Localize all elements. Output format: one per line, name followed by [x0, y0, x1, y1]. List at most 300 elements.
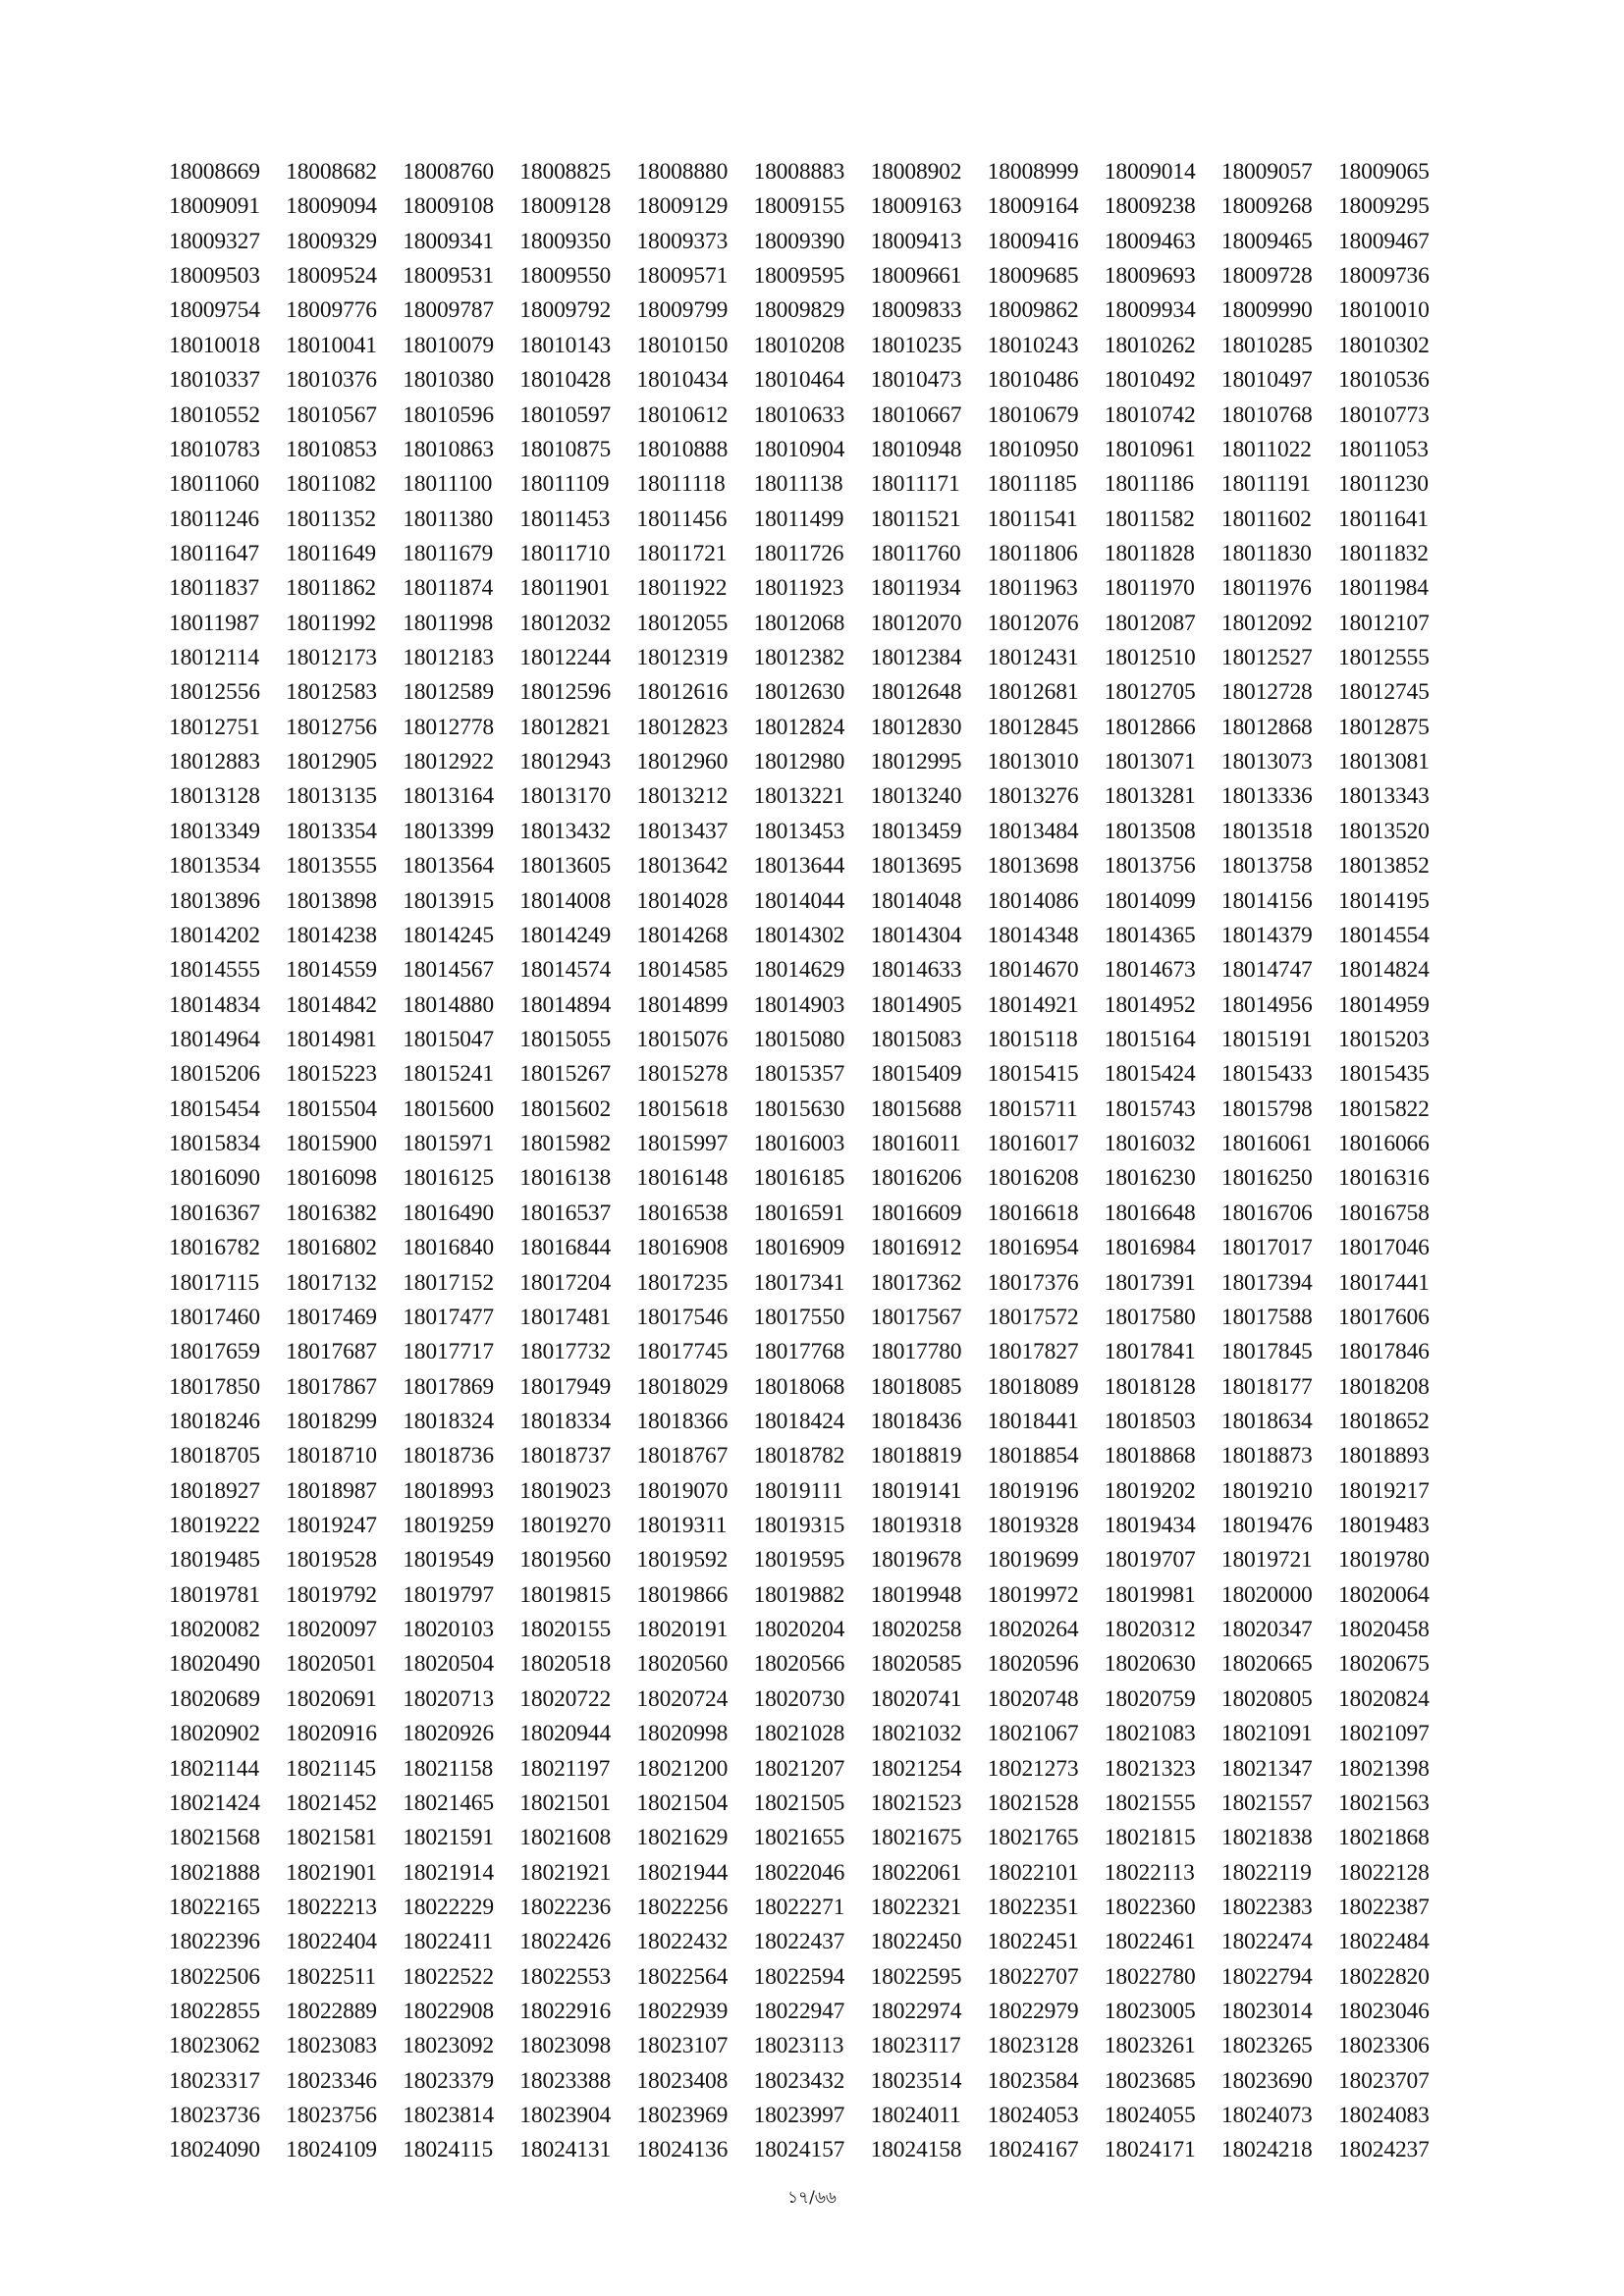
- roll-number-cell: 18016208: [987, 1165, 1079, 1192]
- roll-number-cell: 18013010: [987, 749, 1079, 775]
- roll-number-cell: 18009341: [403, 228, 494, 254]
- roll-number-cell: 18012555: [1337, 645, 1430, 671]
- roll-number-cell: 18021144: [169, 1755, 259, 1782]
- roll-number-cell: 18014981: [286, 1026, 377, 1052]
- roll-number-cell: 18014099: [1104, 887, 1196, 914]
- roll-number-cell: 18017768: [753, 1339, 845, 1365]
- roll-number-cell: 18014842: [286, 991, 377, 1018]
- roll-number-cell: 18019792: [286, 1581, 377, 1608]
- roll-number-cell: 18021028: [753, 1721, 845, 1747]
- roll-number-cell: 18018299: [286, 1408, 377, 1434]
- roll-number-cell: 18017362: [870, 1269, 962, 1296]
- roll-number-cell: 18022321: [870, 1894, 962, 1920]
- roll-number-cell: 18020665: [1220, 1651, 1313, 1678]
- roll-number-cell: 18017481: [519, 1304, 612, 1330]
- roll-number-cell: 18015982: [519, 1131, 612, 1157]
- roll-number-cell: 18010742: [1104, 401, 1196, 428]
- roll-number-cell: 18014629: [753, 957, 845, 984]
- roll-number-cell: 18013240: [870, 783, 962, 810]
- roll-number-cell: 18024158: [870, 2137, 962, 2163]
- roll-number-cell: 18009327: [169, 228, 260, 254]
- roll-number-cell: 18021888: [169, 1859, 260, 1886]
- roll-number-cell: 18013555: [286, 853, 377, 880]
- roll-number-cell: 18020675: [1337, 1651, 1430, 1678]
- roll-number-cell: 18021921: [519, 1859, 612, 1886]
- roll-number-cell: 18010853: [286, 436, 377, 462]
- roll-number-cell: 18011541: [987, 506, 1078, 532]
- roll-number-cell: 18022432: [636, 1929, 729, 1955]
- roll-number-cell: 18023107: [636, 2033, 729, 2059]
- roll-number-cell: 18022046: [753, 1859, 845, 1886]
- roll-number-cell: 18010235: [870, 332, 962, 358]
- roll-number-cell: 18023117: [870, 2033, 961, 2059]
- roll-number-cell: 18023014: [1220, 1999, 1313, 2025]
- roll-number-cell: 18017546: [636, 1304, 729, 1330]
- roll-number-cell: 18017845: [1220, 1339, 1313, 1365]
- roll-number-cell: 18011837: [169, 575, 259, 602]
- roll-number-cell: 18013349: [169, 818, 260, 844]
- roll-number-cell: 18021815: [1104, 1825, 1196, 1851]
- roll-number-cell: 18023046: [1337, 1999, 1430, 2025]
- roll-number-cell: 18019678: [870, 1547, 962, 1574]
- roll-number-cell: 18022889: [286, 1999, 377, 2025]
- roll-number-cell: 18022947: [753, 1999, 845, 2025]
- roll-number-cell: 18016032: [1104, 1131, 1196, 1157]
- roll-number-cell: 18009571: [636, 263, 729, 290]
- roll-number-cell: 18019070: [636, 1477, 729, 1504]
- roll-number-cell: 18011649: [286, 540, 377, 566]
- roll-number-cell: 18010486: [987, 367, 1079, 394]
- table-row: [169, 1891, 1455, 1925]
- roll-number-cell: 18017341: [753, 1269, 845, 1296]
- roll-number-cell: 18012173: [286, 645, 377, 671]
- roll-number-cell: 18009129: [636, 193, 729, 220]
- roll-number-cell: 18011874: [403, 575, 494, 602]
- roll-number-cell: 18015118: [987, 1026, 1078, 1052]
- roll-number-cell: 18010285: [1220, 332, 1313, 358]
- roll-number-cell: 18016185: [753, 1165, 845, 1192]
- roll-number-cell: 18024109: [286, 2137, 377, 2163]
- roll-number-cell: 18010337: [169, 367, 260, 394]
- roll-number-cell: 18011185: [987, 471, 1077, 498]
- roll-number-cell: 18017846: [1337, 1339, 1430, 1365]
- roll-number-cell: 18019699: [987, 1547, 1079, 1574]
- roll-number-cell: 18012995: [870, 749, 962, 775]
- roll-number-cell: 18023756: [286, 2103, 377, 2129]
- roll-number-cell: 18016537: [519, 1200, 612, 1226]
- roll-number-cell: 18021557: [1220, 1789, 1313, 1816]
- roll-number-cell: 18012616: [636, 679, 729, 706]
- roll-number-cell: 18009934: [1104, 297, 1196, 324]
- roll-number-cell: 18014824: [1337, 957, 1430, 984]
- roll-number-cell: 18013336: [1220, 783, 1313, 810]
- roll-number-cell: 18013128: [169, 783, 260, 810]
- roll-number-cell: 18018324: [403, 1408, 494, 1434]
- roll-number-cell: 18012055: [636, 610, 729, 636]
- roll-number-cell: 18020691: [286, 1685, 377, 1712]
- roll-number-cell: 18020064: [1337, 1581, 1430, 1608]
- roll-number-cell: 18009776: [286, 297, 377, 324]
- roll-number-cell: 18010783: [169, 436, 260, 462]
- table-row: [169, 1925, 1455, 1959]
- roll-number-cell: 18019483: [1337, 1513, 1430, 1539]
- roll-number-cell: 18022411: [403, 1929, 494, 1955]
- roll-number-cell: 18015357: [753, 1061, 845, 1088]
- table-row: [169, 1509, 1455, 1543]
- roll-number-cell: 18015424: [1104, 1061, 1196, 1088]
- roll-number-cell: 18020722: [519, 1685, 612, 1712]
- roll-number-cell: 18012556: [169, 679, 260, 706]
- roll-number-cell: 18010010: [1337, 297, 1430, 324]
- roll-number-cell: 18020689: [169, 1685, 260, 1712]
- roll-number-cell: 18017869: [403, 1373, 494, 1400]
- roll-number-cell: 18022437: [753, 1929, 845, 1955]
- roll-number-cell: 18021608: [519, 1825, 612, 1851]
- roll-number-cell: 18010041: [286, 332, 377, 358]
- roll-number-cell: 18021207: [753, 1755, 845, 1782]
- roll-number-cell: 18010888: [636, 436, 729, 462]
- roll-number-cell: 18017572: [987, 1304, 1079, 1330]
- roll-number-cell: 18021581: [286, 1825, 377, 1851]
- roll-number-cell: 18022271: [753, 1894, 845, 1920]
- roll-number-cell: 18011118: [636, 471, 726, 498]
- roll-number-cell: 18011976: [1220, 575, 1312, 602]
- roll-number-cell: 18010376: [286, 367, 377, 394]
- roll-number-cell: 18021504: [636, 1789, 729, 1816]
- roll-number-cell: 18019560: [519, 1547, 612, 1574]
- roll-number-cell: 18013642: [636, 853, 729, 880]
- roll-number-cell: 18017659: [169, 1339, 260, 1365]
- roll-number-cell: 18016782: [169, 1235, 260, 1261]
- roll-number-cell: 18020312: [1104, 1617, 1196, 1643]
- roll-number-cell: 18014302: [753, 922, 845, 948]
- roll-number-cell: 18019023: [519, 1477, 612, 1504]
- roll-number-cell: 18015798: [1220, 1095, 1313, 1122]
- roll-number-cell: 18010768: [1220, 401, 1313, 428]
- roll-number-cell: 18022474: [1220, 1929, 1313, 1955]
- roll-number-cell: 18019815: [519, 1581, 612, 1608]
- table-row: [169, 1266, 1455, 1301]
- roll-number-cell: 18009595: [753, 263, 845, 290]
- roll-number-cell: 18010567: [286, 401, 377, 428]
- roll-number-cell: 18022594: [753, 1963, 845, 1990]
- roll-number-cell: 18018334: [519, 1408, 612, 1434]
- table-row: [169, 1231, 1455, 1265]
- roll-number-cell: 18021091: [1220, 1721, 1313, 1747]
- table-row: [169, 1370, 1455, 1405]
- roll-number-cell: 18017850: [169, 1373, 260, 1400]
- roll-number-cell: 18014633: [870, 957, 962, 984]
- roll-number-cell: 18009467: [1337, 228, 1430, 254]
- roll-number-cell: 18023098: [519, 2033, 612, 2059]
- roll-number-cell: 18012596: [519, 679, 612, 706]
- roll-number-cell: 18021505: [753, 1789, 845, 1816]
- roll-number-cell: 18011963: [987, 575, 1078, 602]
- roll-number-cell: 18009661: [870, 263, 962, 290]
- roll-number-cell: 18014956: [1220, 991, 1313, 1018]
- roll-number-cell: 18020748: [987, 1685, 1079, 1712]
- roll-number-cell: 18016908: [636, 1235, 729, 1261]
- roll-number-cell: 18014673: [1104, 957, 1196, 984]
- roll-number-cell: 18014880: [403, 991, 494, 1018]
- roll-number-cell: 18023408: [636, 2067, 729, 2094]
- roll-number-cell: 18020630: [1104, 1651, 1196, 1678]
- roll-number-cell: 18021145: [286, 1755, 377, 1782]
- roll-number-cell: 18022979: [987, 1999, 1079, 2025]
- roll-number-cell: 18013695: [870, 853, 962, 880]
- roll-number-cell: 18018710: [286, 1443, 377, 1469]
- roll-number-cell: 18017235: [636, 1269, 729, 1296]
- roll-number-cell: 18019434: [1104, 1513, 1196, 1539]
- roll-number-cell: 18020501: [286, 1651, 377, 1678]
- roll-number-cell: 18013071: [1104, 749, 1196, 775]
- roll-number-cell: 18012589: [403, 679, 494, 706]
- roll-number-cell: 18011171: [870, 471, 960, 498]
- roll-number-cell: 18014086: [987, 887, 1079, 914]
- roll-number-cell: 18021254: [870, 1755, 962, 1782]
- roll-number-cell: 18014048: [870, 887, 962, 914]
- table-row: [169, 1439, 1455, 1473]
- roll-number-cell: 18011710: [519, 540, 611, 566]
- roll-number-cell: 18016066: [1337, 1131, 1430, 1157]
- roll-number-cell: 18023707: [1337, 2067, 1430, 2094]
- roll-number-cell: 18022511: [286, 1963, 377, 1990]
- roll-number-cell: 18013135: [286, 783, 377, 810]
- roll-number-cell: 18015454: [169, 1095, 260, 1122]
- roll-number-cell: 18020998: [636, 1721, 729, 1747]
- roll-number-cell: 18014952: [1104, 991, 1196, 1018]
- roll-number-cell: 18010079: [403, 332, 494, 358]
- roll-number-cell: 18017949: [519, 1373, 612, 1400]
- roll-number-cell: 18016090: [169, 1165, 260, 1192]
- roll-number-cell: 18011186: [1104, 471, 1194, 498]
- table-row: [169, 815, 1455, 849]
- roll-number-cell: 18020264: [987, 1617, 1079, 1643]
- table-row: [169, 2064, 1455, 2099]
- roll-number-cell: 18019318: [870, 1513, 962, 1539]
- roll-number-cell: 18018987: [286, 1477, 377, 1504]
- table-row: [169, 1405, 1455, 1439]
- roll-number-cell: 18010143: [519, 332, 612, 358]
- roll-number-cell: 18016802: [286, 1235, 377, 1261]
- roll-number-cell: 18010018: [169, 332, 260, 358]
- roll-number-cell: 18011862: [286, 575, 377, 602]
- roll-number-cell: 18011992: [286, 610, 377, 636]
- roll-number-cell: 18010150: [636, 332, 729, 358]
- roll-number-cell: 18011138: [753, 471, 843, 498]
- roll-number-cell: 18020191: [636, 1617, 729, 1643]
- table-row: [169, 571, 1455, 606]
- table-row: [169, 1613, 1455, 1647]
- roll-number-cell: 18011380: [403, 506, 494, 532]
- roll-number-cell: 18022780: [1104, 1963, 1196, 1990]
- roll-number-cell: 18019721: [1220, 1547, 1313, 1574]
- roll-number-cell: 18021555: [1104, 1789, 1196, 1816]
- roll-number-cell: 18023514: [870, 2067, 962, 2094]
- roll-number-cell: 18014268: [636, 922, 729, 948]
- roll-number-cell: 18016138: [519, 1165, 612, 1192]
- roll-number-cell: 18009550: [519, 263, 612, 290]
- roll-number-cell: 18009465: [1220, 228, 1313, 254]
- roll-number-cell: 18009736: [1337, 263, 1430, 290]
- roll-number-cell: 18016011: [870, 1131, 961, 1157]
- roll-number-cell: 18014903: [753, 991, 845, 1018]
- table-row: [169, 641, 1455, 675]
- roll-number-cell: 18010633: [753, 401, 845, 428]
- roll-number-cell: 18011832: [1337, 540, 1429, 566]
- roll-number-cell: 18024053: [987, 2103, 1079, 2129]
- roll-number-cell: 18021347: [1220, 1755, 1313, 1782]
- roll-number-cell: 18010208: [753, 332, 845, 358]
- table-row: [169, 675, 1455, 710]
- roll-number-cell: 18020258: [870, 1617, 962, 1643]
- roll-number-cell: 18013221: [753, 783, 845, 810]
- roll-number-cell: 18012319: [636, 645, 729, 671]
- roll-number-cell: 18018782: [753, 1443, 845, 1469]
- roll-number-cell: 18023062: [169, 2033, 260, 2059]
- roll-number-cell: 18021568: [169, 1825, 260, 1851]
- roll-number-cell: 18010434: [636, 367, 729, 394]
- roll-number-cell: 18016609: [870, 1200, 962, 1226]
- roll-number-cell: 18018652: [1337, 1408, 1430, 1434]
- roll-number-cell: 18011109: [519, 471, 610, 498]
- roll-number-cell: 18013644: [753, 853, 845, 880]
- roll-number-cell: 18010243: [987, 332, 1079, 358]
- roll-number-cell: 18018893: [1337, 1443, 1430, 1469]
- roll-number-cell: 18011934: [870, 575, 961, 602]
- roll-number-cell: 18024136: [636, 2137, 729, 2163]
- roll-number-cell: 18011970: [1104, 575, 1195, 602]
- roll-number-cell: 18016909: [753, 1235, 845, 1261]
- roll-number-cell: 18010597: [519, 401, 612, 428]
- roll-number-cell: 18012183: [403, 645, 494, 671]
- roll-number-cell: 18020490: [169, 1651, 260, 1678]
- roll-number-cell: 18022908: [403, 1999, 494, 2025]
- roll-number-cell: 18021067: [987, 1721, 1079, 1747]
- roll-number-cell: 18015055: [519, 1026, 612, 1052]
- roll-number-cell: 18017394: [1220, 1269, 1313, 1296]
- roll-number-cell: 18009524: [286, 263, 377, 290]
- table-row: [169, 1161, 1455, 1196]
- roll-number-cell: 18022595: [870, 1963, 962, 1990]
- roll-number-cell: 18009693: [1104, 263, 1196, 290]
- roll-number-cell: 18013212: [636, 783, 729, 810]
- roll-number-cell: 18016017: [987, 1131, 1079, 1157]
- roll-number-cell: 18015602: [519, 1095, 612, 1122]
- table-row: [169, 919, 1455, 953]
- roll-number-cell: 18018854: [987, 1443, 1079, 1469]
- roll-number-cell: 18022461: [1104, 1929, 1196, 1955]
- roll-number-cell: 18012510: [1104, 645, 1196, 671]
- roll-number-cell: 18012244: [519, 645, 612, 671]
- roll-number-cell: 18017441: [1337, 1269, 1430, 1296]
- roll-number-cell: 18022916: [519, 1999, 612, 2025]
- roll-number-cell: 18020741: [870, 1685, 962, 1712]
- roll-number-cell: 18013453: [753, 818, 845, 844]
- roll-number-cell: 18015203: [1337, 1026, 1430, 1052]
- roll-number-cell: 18023736: [169, 2103, 260, 2129]
- roll-number-cell: 18020805: [1220, 1685, 1313, 1712]
- roll-number-cell: 18019528: [286, 1547, 377, 1574]
- roll-number-cell: 18010380: [403, 367, 494, 394]
- roll-number-cell: 18009163: [870, 193, 962, 220]
- roll-number-cell: 18008825: [519, 159, 612, 185]
- table-row: [169, 1474, 1455, 1509]
- roll-number-cell: 18009091: [169, 193, 260, 220]
- roll-number-cell: 18020082: [169, 1617, 260, 1643]
- roll-number-cell: 18022383: [1220, 1894, 1313, 1920]
- roll-number-cell: 18012866: [1104, 714, 1196, 740]
- roll-number-cell: 18022939: [636, 1999, 729, 2025]
- table-row: [169, 1647, 1455, 1682]
- roll-number-cell: 18017588: [1220, 1304, 1313, 1330]
- roll-number-cell: 18012824: [753, 714, 845, 740]
- roll-number-cell: 18008669: [169, 159, 260, 185]
- roll-number-cell: 18019270: [519, 1513, 612, 1539]
- roll-number-cell: 18014834: [169, 991, 260, 1018]
- roll-number-cell: 18009531: [403, 263, 494, 290]
- roll-number-cell: 18021838: [1220, 1825, 1313, 1851]
- roll-number-cell: 18020103: [403, 1617, 494, 1643]
- roll-number-cell: 18019476: [1220, 1513, 1313, 1539]
- roll-number-cell: 18019981: [1104, 1581, 1196, 1608]
- roll-number-cell: 18020926: [403, 1721, 494, 1747]
- roll-number-cell: 18021868: [1337, 1825, 1430, 1851]
- roll-number-cell: 18019780: [1337, 1547, 1430, 1574]
- roll-number-cell: 18010950: [987, 436, 1079, 462]
- roll-number-cell: 18011679: [403, 540, 494, 566]
- roll-number-cell: 18010302: [1337, 332, 1430, 358]
- roll-number-cell: 18023690: [1220, 2067, 1313, 2094]
- table-row: [169, 1335, 1455, 1369]
- roll-number-cell: 18018246: [169, 1408, 260, 1434]
- roll-number-cell: 18020504: [403, 1651, 494, 1678]
- roll-number-cell: 18010875: [519, 436, 612, 462]
- roll-number-cell: 18023128: [987, 2033, 1079, 2059]
- roll-number-cell: 18015504: [286, 1095, 377, 1122]
- roll-number-cell: 18019311: [636, 1513, 728, 1539]
- roll-number-cell: 18018029: [636, 1373, 729, 1400]
- roll-number-cell: 18009108: [403, 193, 494, 220]
- roll-number-cell: 18017204: [519, 1269, 612, 1296]
- roll-number-cell: 18011453: [519, 506, 611, 532]
- roll-number-cell: 18021655: [753, 1825, 845, 1851]
- roll-number-cell: 18024090: [169, 2137, 260, 2163]
- roll-number-cell: 18020458: [1337, 1617, 1430, 1643]
- roll-number-cell: 18021424: [169, 1789, 260, 1816]
- roll-number-cell: 18011191: [1220, 471, 1311, 498]
- roll-number-cell: 18012830: [870, 714, 962, 740]
- roll-number-cell: 18022113: [1104, 1859, 1195, 1886]
- roll-number-cell: 18013073: [1220, 749, 1313, 775]
- roll-number-cell: 18017477: [403, 1304, 494, 1330]
- roll-number-cell: 18014574: [519, 957, 612, 984]
- roll-number-cell: 18013896: [169, 887, 260, 914]
- roll-number-cell: 18010262: [1104, 332, 1196, 358]
- roll-number-cell: 18022522: [403, 1963, 494, 1990]
- roll-number-cell: 18010464: [753, 367, 845, 394]
- roll-number-cell: 18022213: [286, 1894, 377, 1920]
- roll-number-cell: 18018424: [753, 1408, 845, 1434]
- roll-number-cell: 18023346: [286, 2067, 377, 2094]
- roll-number-cell: 18021097: [1337, 1721, 1430, 1747]
- roll-number-cell: 18009329: [286, 228, 377, 254]
- table-row: [169, 1752, 1455, 1787]
- roll-number-cell: 18019948: [870, 1581, 962, 1608]
- roll-number-cell: 18021158: [403, 1755, 494, 1782]
- table-row: [169, 1197, 1455, 1231]
- roll-number-cell: 18016912: [870, 1235, 962, 1261]
